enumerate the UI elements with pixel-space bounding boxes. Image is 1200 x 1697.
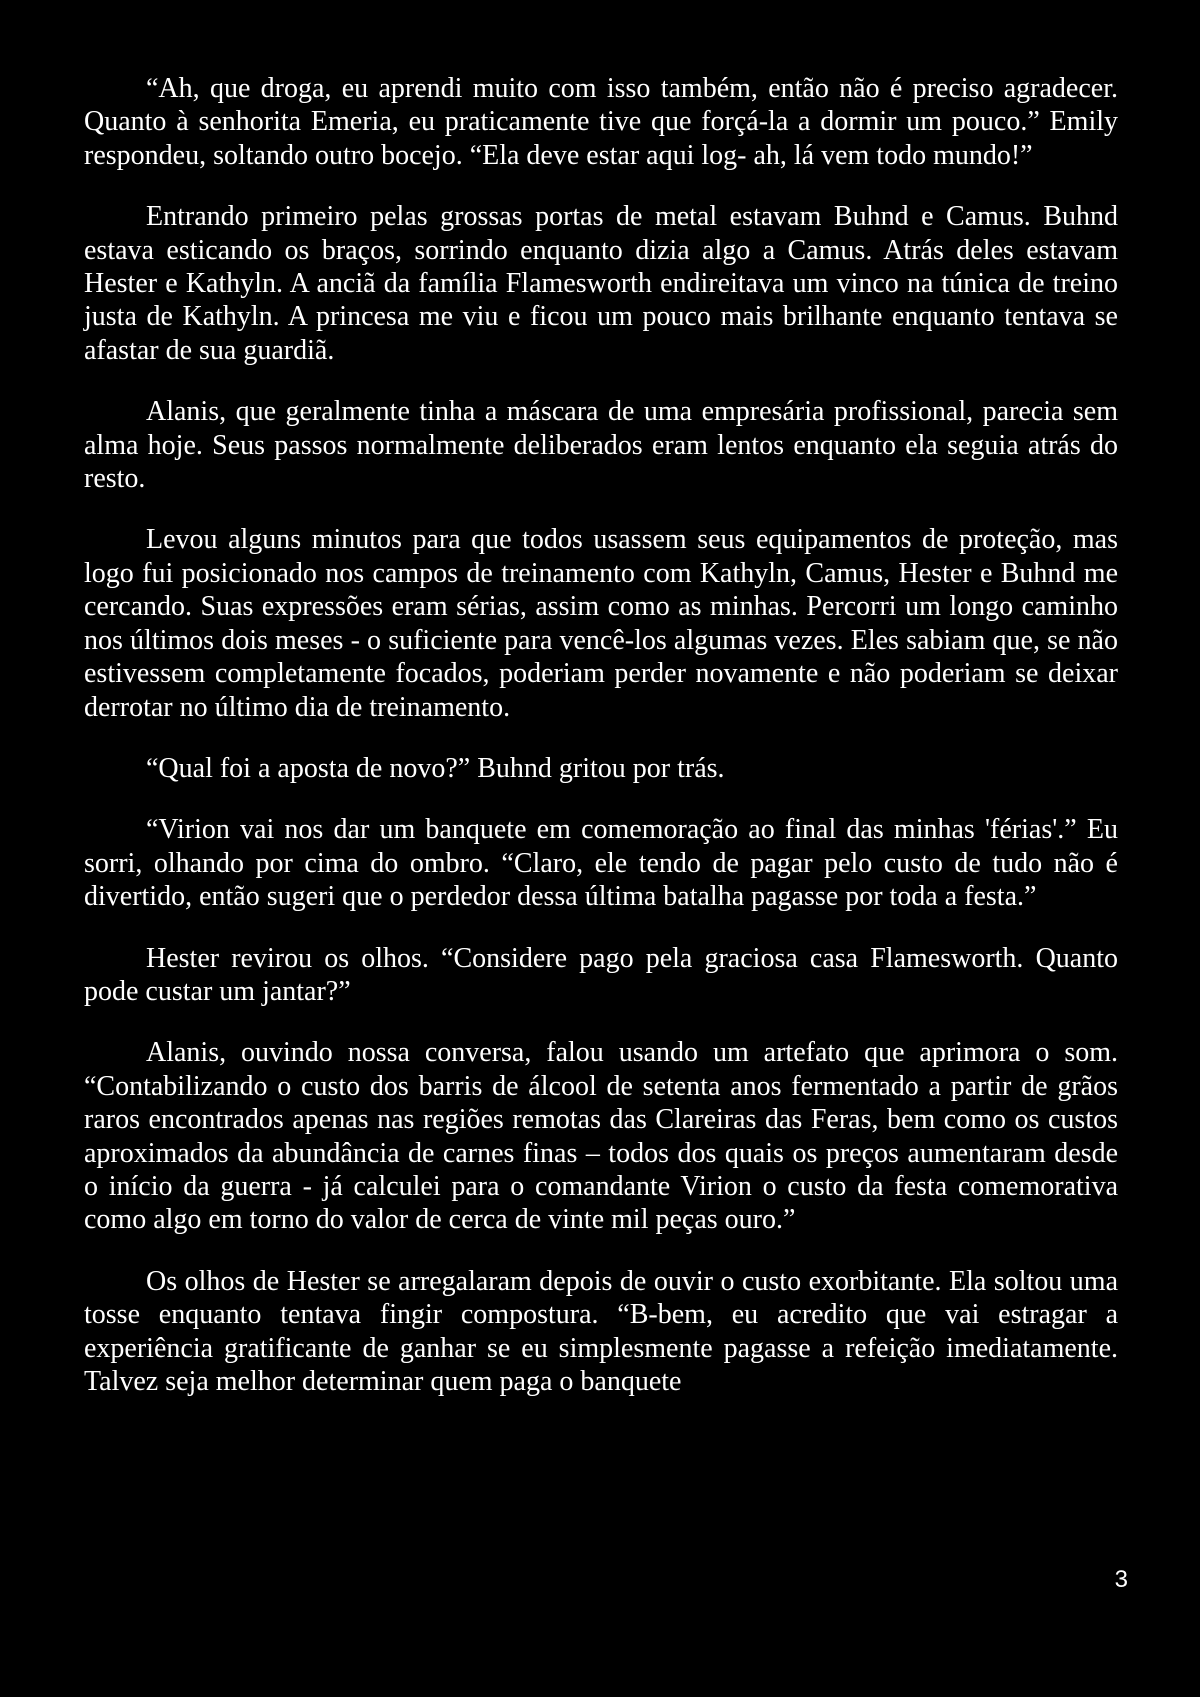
paragraph-4: Levou alguns minutos para que todos usassem seus equipamentos de proteção, mas logo fui posicionado nos campos de treinamento com Kathyln, Camus, Hester e Buhnd me cercando. Suas expressões eram sérias, assim como as minhas. Percorri um longo caminho nos últimos dois meses - o suficiente para vencê-los algumas vezes. Eles sabiam que, se não estivessem completamente focados, poderiam perder novamente e não poderiam se deixar derrotar no último dia de treinamento. — [84, 524, 1118, 723]
paragraph-3: Alanis, que geralmente tinha a máscara de uma empresária profissional, parecia sem alma hoje. Seus passos normalmente deliberados eram lentos enquanto ela seguia atrás do resto. — [84, 396, 1118, 495]
paragraph-6: “Virion vai nos dar um banquete em comemoração ao final das minhas 'férias'.” Eu sorri, olhando por cima do ombro. “Claro, ele tendo de pagar pelo custo de tudo não é divertido, então sugeri que o perdedor dessa última batalha pagasse por toda a festa.” — [84, 814, 1118, 913]
paragraph-7: Hester revirou os olhos. “Considere pago pela graciosa casa Flamesworth. Quanto pode custar um jantar?” — [84, 942, 1118, 1007]
paragraph-9: Os olhos de Hester se arregalaram depois de ouvir o custo exorbitante. Ela soltou uma tosse enquanto tentava fingir compostura. “B-bem, eu acredito que vai estragar a experiência gratificante de ganhar se eu simplesmente pagasse a refeição imediatamente. Talvez seja melhor determinar quem paga o banquete — [84, 1265, 1118, 1397]
paragraph-2: Entrando primeiro pelas grossas portas de metal estavam Buhnd e Camus. Buhnd estava esticando os braços, sorrindo enquanto dizia algo a Camus. Atrás deles estavam Hester e Kathyln. A anciã da família Flamesworth endireitava um vinco na túnica de treino justa de Kathyln. A princesa me viu e ficou um pouco mais brilhante enquanto tentava se afastar de sua guardiã. — [84, 201, 1118, 366]
paragraph-1: “Ah, que droga, eu aprendi muito com isso também, então não é preciso agradecer. Quanto à senhorita Emeria, eu praticamente tive que forçá-la a dormir um pouco.” Emily respondeu, soltando outro bocejo. “Ela deve estar aqui log- ah, lá vem todo mundo!” — [84, 73, 1118, 171]
paragraph-5: “Qual foi a aposta de novo?” Buhnd gritou por trás. — [146, 752, 725, 784]
body-text — [84, 72, 1118, 1426]
paragraph-8: Alanis, ouvindo nossa conversa, falou usando um artefato que aprimora o som. “Contabilizando o custo dos barris de álcool de setenta anos fermentado a partir de grãos raros encontrados apenas nas regiões remotas das Clareiras das Feras, bem como os custos aproximados da abundância de carnes finas – todos dos quais os preços aumentaram desde o início da guerra - já calculei para o comandante Virion o custo da festa comemorativa como algo em torno do valor de cerca de vinte mil peças ouro.” — [84, 1037, 1118, 1236]
page-number: 3 — [1114, 1566, 1128, 1593]
